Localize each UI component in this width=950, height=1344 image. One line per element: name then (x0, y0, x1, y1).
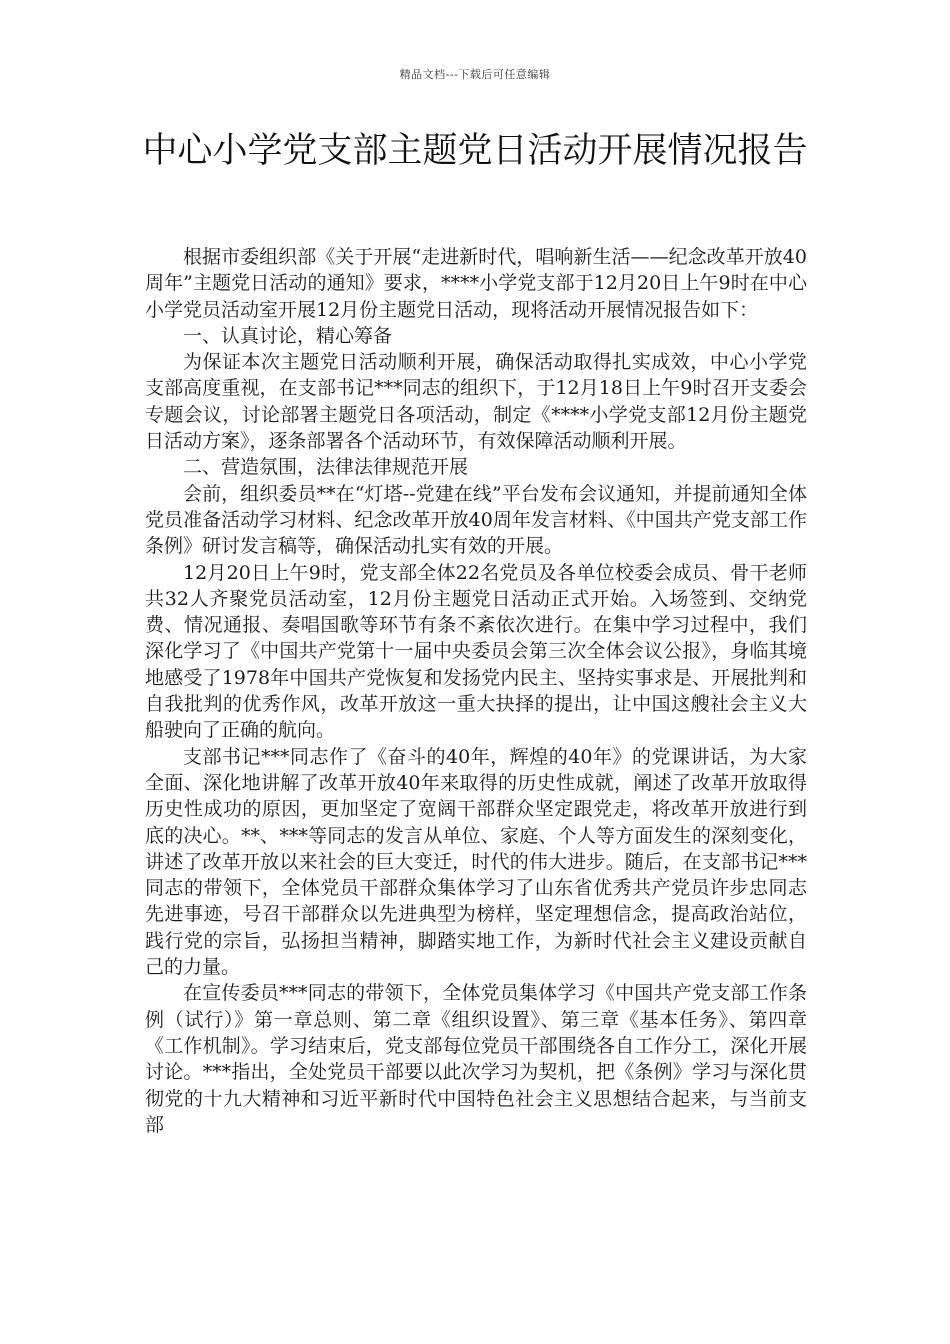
paragraph-intro: 根据市委组织部《关于开展“走进新时代，唱响新生活——纪念改革开放40周年”主题党日活动的通知》要求，****小学党支部于12月20日上午9时在中心小学党员活动室开展12月份主题党日活动，现将活动开展情况报告如下： (145, 246, 807, 321)
paragraph-notice: 会前，组织委员**在“灯塔--党建在线”平台发布会议通知，并提前通知全体党员准备活动学习材料、纪念改革开放40周年发言材料、《中国共产党支部工作条例》研讨发言稿等，确保活动扎实有效的开展。 (145, 482, 807, 558)
document-title: 中心小学党支部主题党日活动开展情况报告 (142, 131, 808, 171)
paragraph-preparation: 为保证本次主题党日活动顺利开展，确保活动取得扎实成效，中心小学党支部高度重视，在支部书记***同志的组织下，于12月18日上午9时召开支委会专题会议，讨论部署主题党日各项活动，制定《****小学党支部12月份主题党日活动方案》，逐条部署各个活动环节，有效保障活动顺利开展。 (145, 351, 807, 453)
paragraph-study: 在宣传委员***同志的带领下，全体党员集体学习《中国共产党支部工作条例（试行）》第一章总则、第二章《组织设置》、第三章《基本任务》、第四章《工作机制》。学习结束后，党支部每位党员干部围绕各自工作分工，深化开展讨论。***指出，全处党员干部要以此次学习为契机，把《条例》学习与深化贯彻党的十九大精神和习近平新时代中国特色社会主义思想结合起来，与当前支部 (145, 982, 807, 1136)
paragraph-activity: 12月20日上午9时，党支部全体22名党员及各单位校委会成员、骨干老师共32人齐聚党员活动室，12月份主题党日活动正式开始。入场签到、交纳党费、情况通报、奏唱国歌等环节有条不紊依次进行。在集中学习过程中，我们深化学习了《中国共产党第十一届中央委员会第三次全体会议公报》，身临其境地感受了1978年中国共产党恢复和发扬党内民主、坚持实事求是、开展批判和自我批判的优秀作风，改革开放这一重大抉择的提出，让中国这艘社会主义大船驶向了正确的航向。 (145, 561, 807, 742)
paragraph-lecture: 支部书记***同志作了《奋斗的40年，辉煌的40年》的党课讲话，为大家全面、深化地讲解了改革开放40年来取得的历史性成就，阐述了改革开放取得历史性成功的原因，更加坚定了宽阔干部群众坚定跟党走，将改革开放进行到底的决心。**、***等同志的发言从单位、家庭、个人等方面发生的深刻变化，讲述了改革开放以来社会的巨大变迁，时代的伟大进步。随后，在支部书记***同志的带领下，全体党员干部群众集体学习了山东省优秀共产党员许步忠同志先进事迹，号召干部群众以先进典型为榜样，坚定理想信念，提高政治站位，践行党的宗旨，弘扬担当精神，脚踏实地工作，为新时代社会主义建设贡献自己的力量。 (145, 745, 807, 979)
header-note: 精品文档---下载后可任意编辑 (399, 68, 551, 81)
section-heading-1: 一、认真讨论，精心筹备 (183, 324, 393, 347)
section-heading-2: 二、营造氛围，法律法律规范开展 (183, 456, 469, 479)
document-body (145, 244, 807, 1138)
